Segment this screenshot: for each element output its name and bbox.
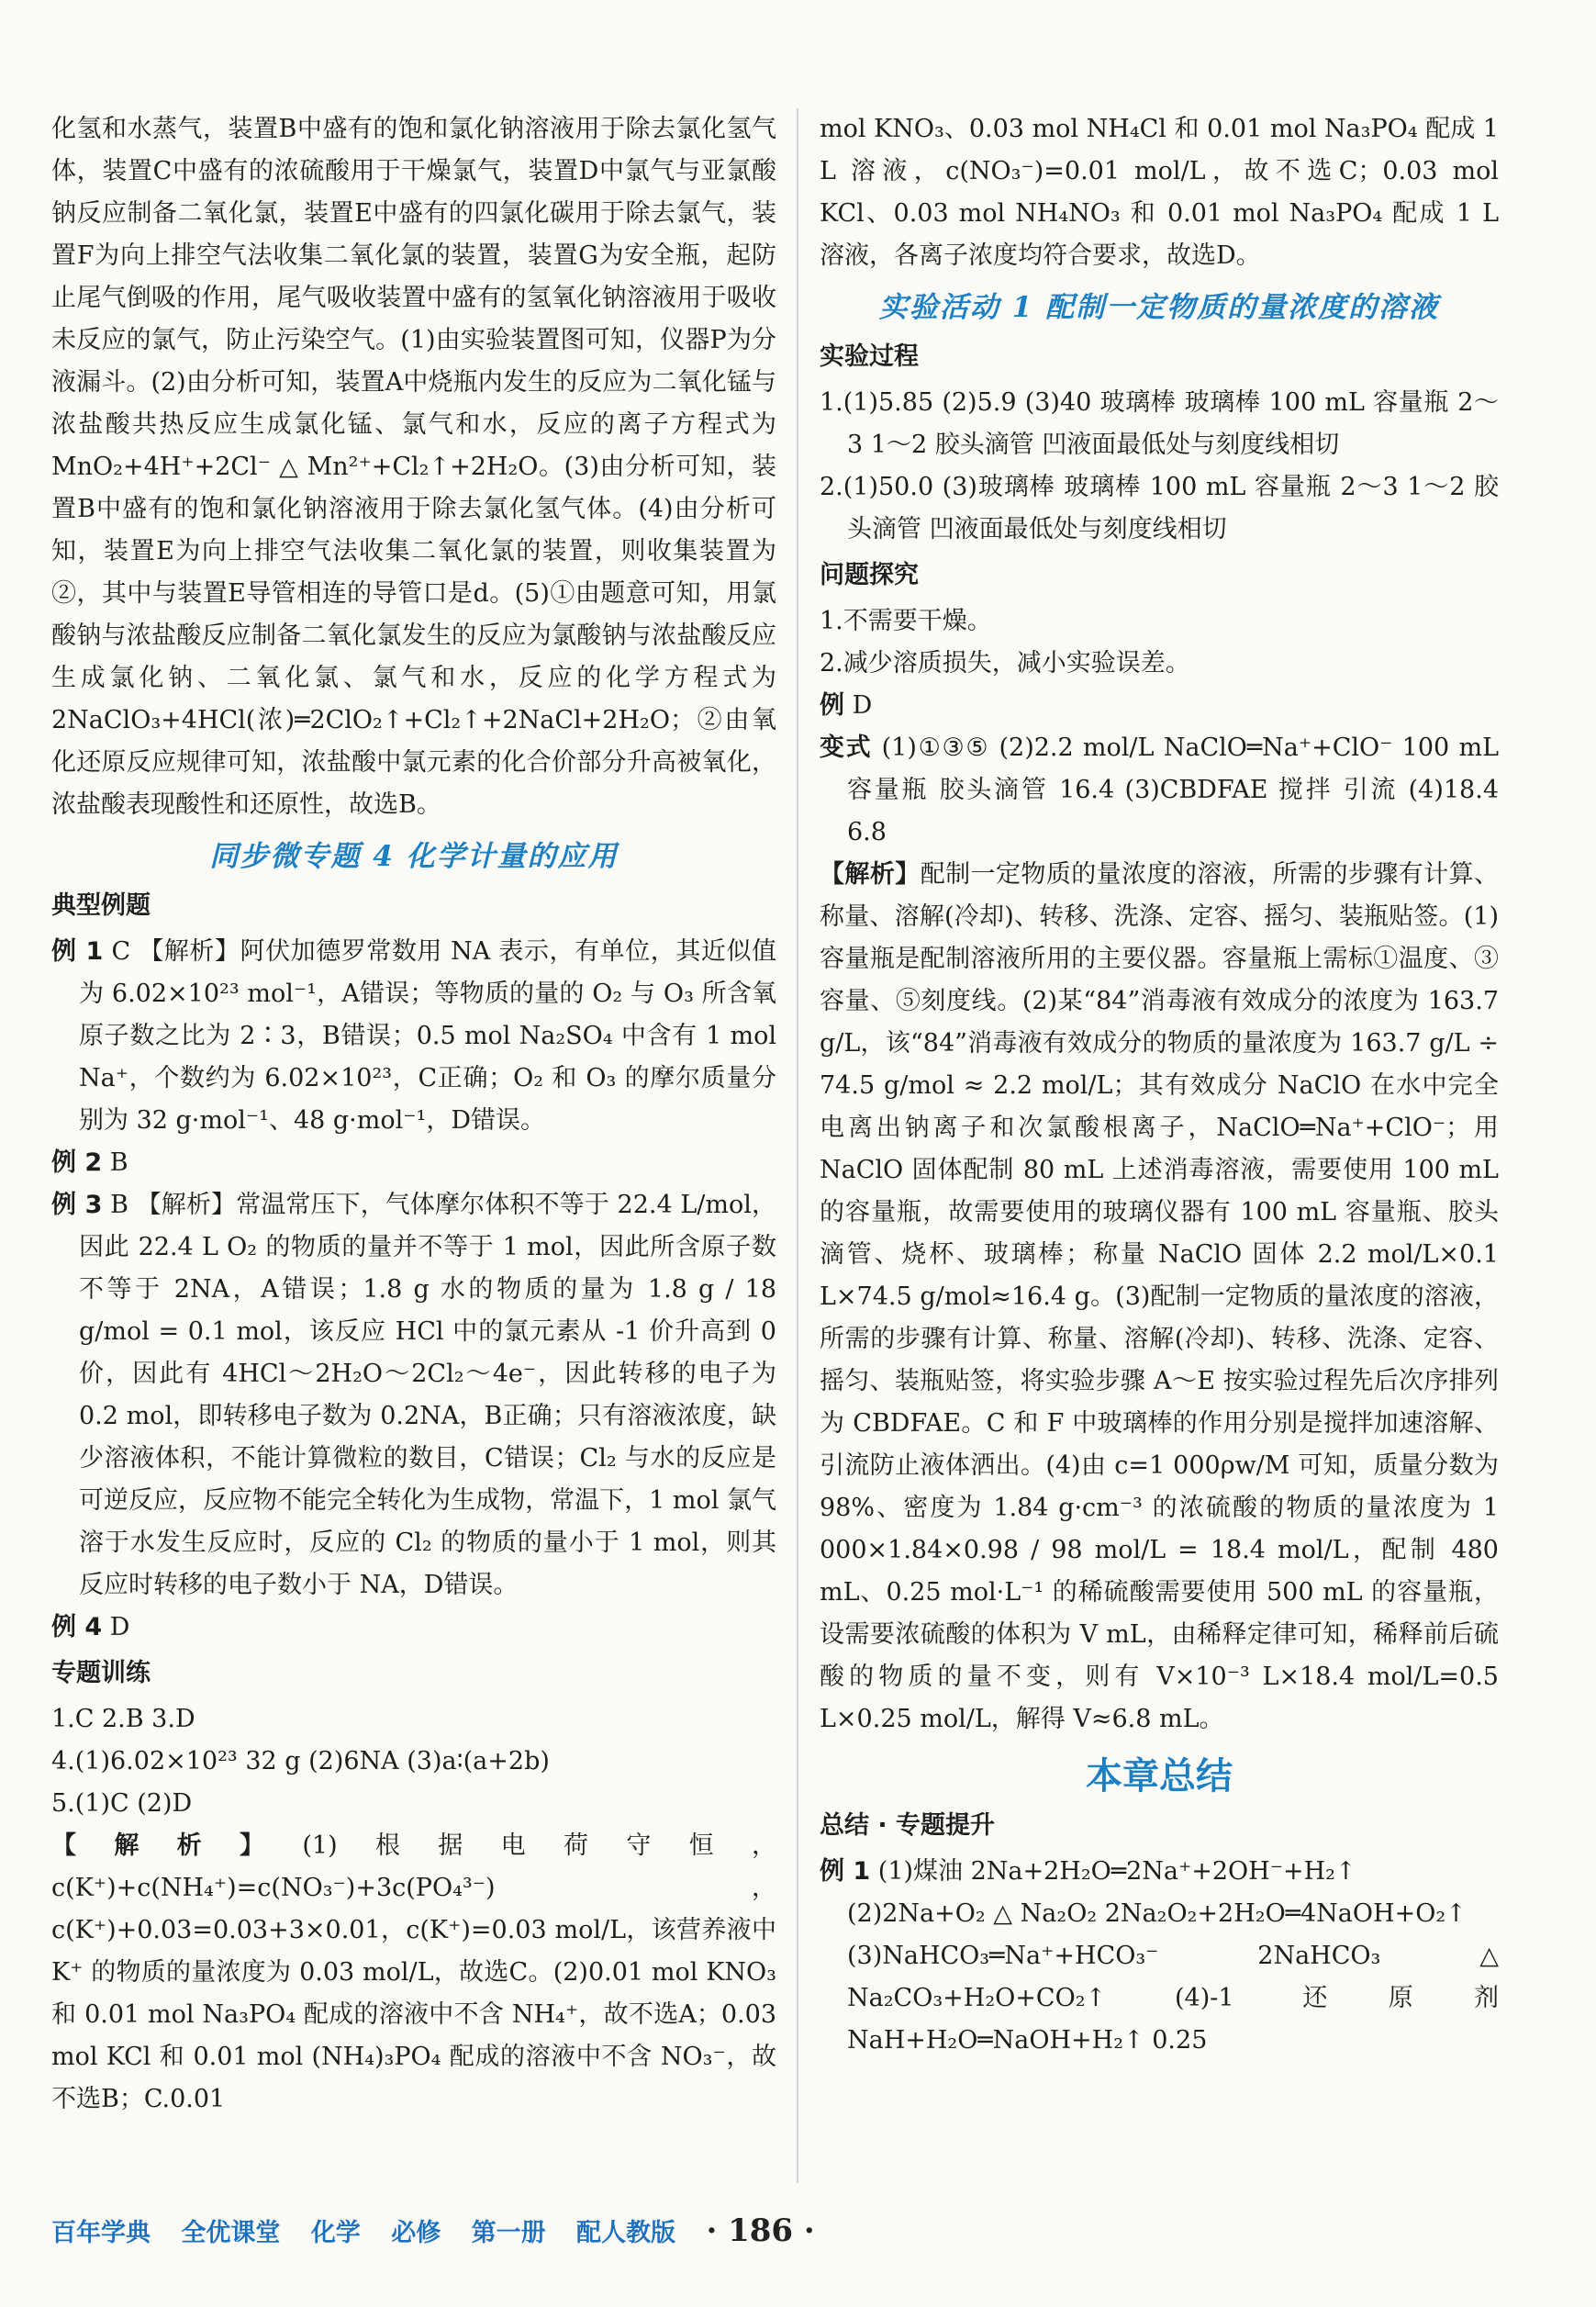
training-heading: 专题训练 (51, 1659, 151, 1687)
example-1-label: 例 1 (51, 937, 104, 966)
example-text: D (852, 691, 873, 720)
summary-example-1-label: 例 1 (820, 1857, 871, 1886)
example-2-text: B (109, 1148, 128, 1177)
question-heading: 问题探究 (820, 561, 919, 589)
example-3 (51, 1184, 776, 1607)
activity-title: 实验活动 1 配制一定物质的量浓度的溶液 (878, 291, 1440, 324)
footer-item: 配人教版 (576, 2219, 676, 2247)
variant (820, 727, 1499, 854)
example-4-label: 例 4 (51, 1613, 103, 1641)
example-3-label: 例 3 (51, 1191, 103, 1219)
example-1 (51, 931, 776, 1142)
example-2-label: 例 2 (51, 1148, 103, 1177)
summary-heading: 总结 · 专题提升 (820, 1811, 996, 1840)
question-answer-1: 1.不需要干燥。 (820, 607, 992, 635)
summary-example-1-part-c: (3)NaHCO₃═Na⁺+HCO₃⁻ 2NaHCO₃ △ Na₂CO₃+H₂O+CO₂↑ (4)-1 还原剂 NaH+H₂O═NaOH+H₂↑ 0.25 (847, 1942, 1499, 2055)
left-column (51, 108, 776, 2121)
footer-item: 全优课堂 (181, 2219, 281, 2247)
example-4 (51, 1607, 776, 1649)
page-number: · 186 · (706, 2212, 815, 2249)
footer-item: 百年学典 (51, 2219, 151, 2247)
summary-example-1-part-a: (1)煤油 2Na+2H₂O═2Na⁺+2OH⁻+H₂↑ (877, 1857, 1356, 1886)
example-2 (51, 1142, 776, 1184)
analysis-5 (51, 1825, 776, 2121)
process-answer-2: 2.(1)50.0 (3)玻璃棒 玻璃棒 100 mL 容量瓶 2～3 1～2 胶头滴管 凹液面最低处与刻度线相切 (820, 473, 1499, 543)
analysis (820, 854, 1499, 1741)
continued-paragraph: mol KNO₃、0.03 mol NH₄Cl 和 0.01 mol Na₃PO₄ 配成 1 L 溶液，c(NO₃⁻)=0.01 mol/L，故不选C；0.03 mol KCl、0.03 mol NH₄NO₃ 和 0.01 mol Na₃PO₄ 配成 1 L 溶液，各离子浓度均符合要求，故选D。 (820, 115, 1499, 270)
summary-example-1-part-b: (2)2Na+O₂ △ Na₂O₂ 2Na₂O₂+2H₂O═4NaOH+O₂↑ (847, 1899, 1467, 1928)
example (820, 685, 1499, 727)
example-label: 例 (820, 691, 844, 720)
intro-paragraph: 化氢和水蒸气，装置B中盛有的饱和氯化钠溶液用于除去氯化氢气体，装置C中盛有的浓硫酸用于干燥氯气，装置D中氯气与亚氯酸钠反应制备二氧化氯，装置E中盛有的四氯化碳用于除去氯气，装置F为向上排空气法收集二氧化氯的装置，装置G为安全瓶，起防止尾气倒吸的作用，尾气吸收装置中盛有的氢氧化钠溶液用于吸收未反应的氯气，防止污染空气。(1)由实验装置图可知，仪器P为分液漏斗。(2)由分析可知，装置A中烧瓶内发生的反应为二氧化锰与浓盐酸共热反应生成氯化锰、氯气和水，反应的离子方程式为 MnO₂+4H⁺+2Cl⁻ △ Mn²⁺+Cl₂↑+2H₂O。(3)由分析可知，装置B中盛有的饱和氯化钠溶液用于除去氯化氢气体。(4)由分析可知，装置E为向上排空气法收集二氧化氯的装置，则收集装置为②，其中与装置E导管相连的导管口是d。(5)①由题意可知，用氯酸钠与浓盐酸反应制备二氧化氯发生的反应为氯酸钠与浓盐酸反应生成氯化钠、二氧化氯、氯气和水，反应的化学方程式为 2NaClO₃+4HCl(浓)═2ClO₂↑+Cl₂↑+2NaCl+2H₂O；②由氧化还原反应规律可知，浓盐酸中氯元素的化合价部分升高被氧化，浓盐酸表现酸性和还原性，故选B。 (51, 115, 776, 819)
training-answers-4: 4.(1)6.02×10²³ 32 g (2)6NA (3)a∶(a+2b) (51, 1747, 550, 1775)
analysis-5-label: 【解析】 (51, 1831, 303, 1860)
variant-text: (1)①③⑤ (2)2.2 mol/L NaClO═Na⁺+ClO⁻ 100 mL 容量瓶 胶头滴管 16.4 (3)CBDFAE 搅拌 引流 (4)18.4 6.8 (847, 734, 1499, 846)
analysis-label: 【解析】 (820, 860, 921, 889)
section-title: 同步微专题 4 化学计量的应用 (209, 840, 619, 873)
footer-item: 化学 (310, 2219, 361, 2247)
typical-examples-heading: 典型例题 (51, 891, 151, 920)
column-divider (797, 108, 798, 2183)
variant-label: 变式 (820, 734, 873, 762)
page-footer (51, 2212, 1566, 2258)
example-4-text: D (109, 1613, 130, 1641)
summary-example-1 (820, 1851, 1499, 1893)
footer-item: 第一册 (471, 2219, 546, 2247)
analysis-text: 配制一定物质的量浓度的溶液，所需的步骤有计算、称量、溶解(冷却)、转移、洗涤、定容、摇匀、装瓶贴签。(1)容量瓶是配制溶液所用的主要仪器。容量瓶上需标①温度、③容量、⑤刻度线。(2)某“84”消毒液有效成分的浓度为 163.7 g/L，该“84”消毒液有效成分的物质的量浓度为 163.7 g/L ÷ 74.5 g/mol ≈ 2.2 mol/L；其有效成分 NaClO 在水中完全电离出钠离子和次氯酸根离子，NaClO═Na⁺+ClO⁻；用 NaClO 固体配制 80 mL 上述消毒溶液，需要使用 100 mL 的容量瓶，故需要使用的玻璃仪器有 100 mL 容量瓶、胶头滴管、烧杯、玻璃棒；称量 NaClO 固体 2.2 mol/L×0.1 L×74.5 g/mol≈16.4 g。(3)配制一定物质的量浓度的溶液，所需的步骤有计算、称量、溶解(冷却)、转移、洗涤、定容、摇匀、装瓶贴签，将实验步骤 A～E 按实验过程先后次序排列为 CBDFAE。C 和 F 中玻璃棒的作用分别是搅拌加速溶解、引流防止液体洒出。(4)由 c=1 000ρw/M 可知，质量分数为 98%、密度为 1.84 g·cm⁻³ 的浓硫酸的物质的量浓度为 1 000×1.84×0.98 / 98 mol/L = 18.4 mol/L，配制 480 mL、0.25 mol·L⁻¹ 的稀硫酸需要使用 500 mL 的容量瓶，设需要浓硫酸的体积为 V mL，由稀释定律可知，稀释前后硫酸的物质的量不变，则有 V×10⁻³ L×18.4 mol/L=0.5 L×0.25 mol/L，解得 V≈6.8 mL。 (820, 860, 1500, 1733)
chapter-summary-title: 本章总结 (1086, 1755, 1233, 1797)
training-answers-5: 5.(1)C (2)D (51, 1789, 193, 1818)
right-column (820, 108, 1499, 2062)
analysis-5-text: (1)根据电荷守恒，c(K⁺)+c(NH₄⁺)=c(NO₃⁻)+3c(PO₄³⁻)，c(K⁺)+0.03=0.03+3×0.01，c(K⁺)=0.03 mol/L，该营养液中 K⁺ 的物质的量浓度为 0.03 mol/L，故选C。(2)0.01 mol KNO₃ 和 0.01 mol Na₃PO₄ 配成的溶液中不含 NH₄⁺，故不选A；0.03 mol KCl 和 0.01 mol (NH₄)₃PO₄ 配成的溶液中不含 NO₃⁻，故不选B；C.0.01 (51, 1831, 777, 2113)
example-1-text: C 【解析】阿伏加德罗常数用 NA 表示，有单位，其近似值为 6.02×10²³ mol⁻¹，A错误；等物质的量的 O₂ 与 O₃ 所含氧原子数之比为 2∶3，B错误；0.5 mol Na₂SO₄ 中含有 1 mol Na⁺，个数约为 6.02×10²³，C正确；O₂ 和 O₃ 的摩尔质量分别为 32 g·mol⁻¹、48 g·mol⁻¹，D错误。 (79, 937, 777, 1135)
training-answers-1: 1.C 2.B 3.D (51, 1705, 195, 1733)
example-3-text: B 【解析】常温常压下，气体摩尔体积不等于 22.4 L/mol，因此 22.4 L O₂ 的物质的量并不等于 1 mol，因此所含原子数不等于 2NA，A错误；1.8 g 水的物质的量为 1.8 g / 18 g/mol = 0.1 mol，该反应 HCl 中的氯元素从 -1 价升高到 0 价，因此有 4HCl～2H₂O～2Cl₂～4e⁻，因此转移的电子为 0.2 mol，即转移电子数为 0.2NA，B正确；只有溶液浓度，缺少溶液体积，不能计算微粒的数目，C错误；Cl₂ 与水的反应是可逆反应，反应物不能完全转化为生成物，常温下，1 mol 氯气溶于水发生反应时，反应的 Cl₂ 的物质的量小于 1 mol，则其反应时转移的电子数小于 NA，D错误。 (79, 1191, 776, 1599)
process-answer-1: 1.(1)5.85 (2)5.9 (3)40 玻璃棒 玻璃棒 100 mL 容量瓶 2～3 1～2 胶头滴管 凹液面最低处与刻度线相切 (820, 388, 1499, 459)
footer-item: 必修 (391, 2219, 441, 2247)
question-answer-2: 2.减少溶质损失，减小实验误差。 (820, 649, 1190, 678)
process-heading: 实验过程 (820, 342, 919, 371)
